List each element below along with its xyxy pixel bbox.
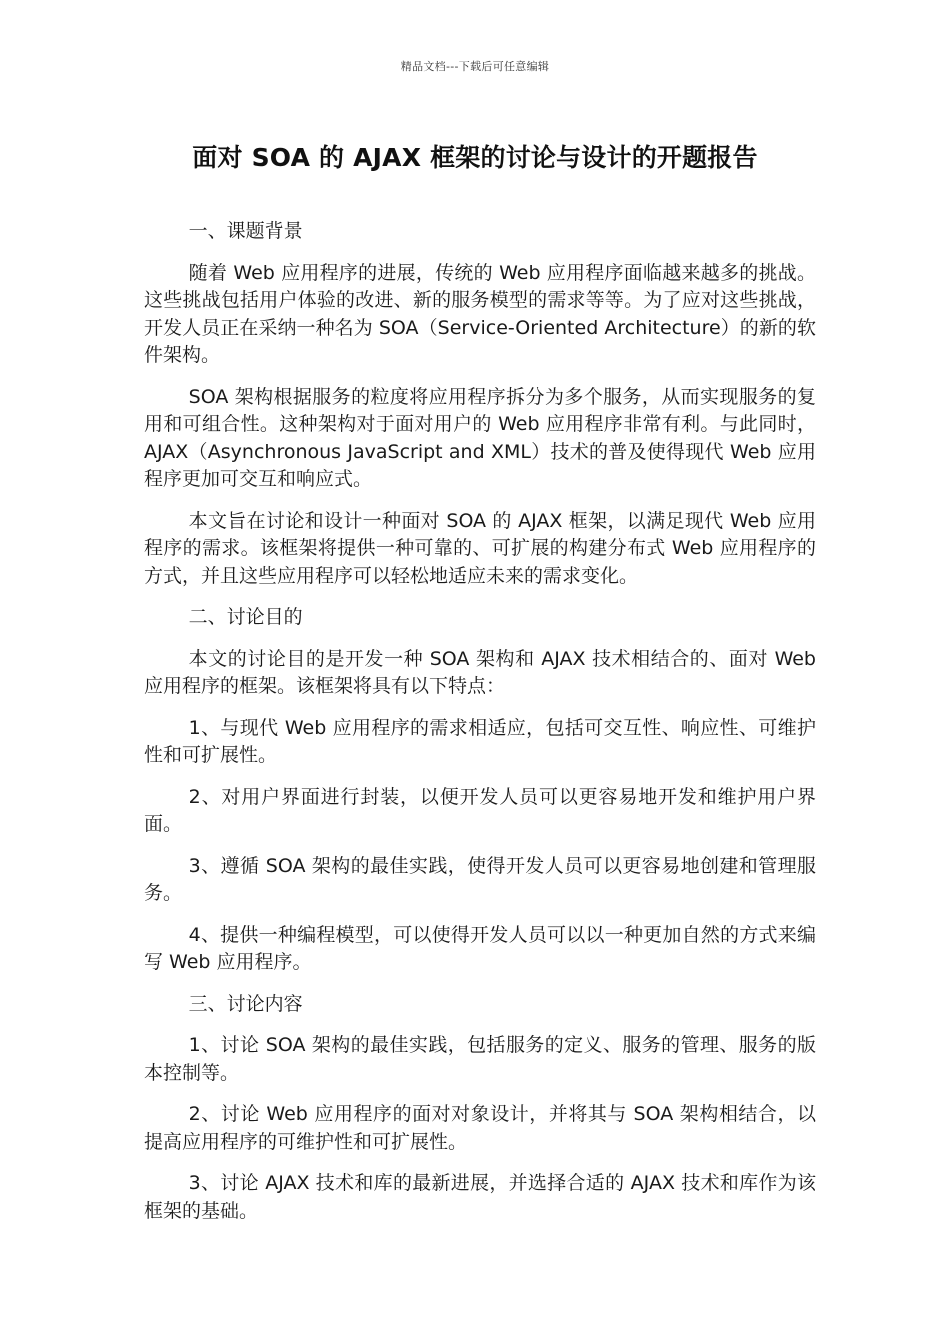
- list-item-content-2: 2、讨论 Web 应用程序的面对对象设计，并将其与 SOA 架构相结合，以提高应用程序的可维护性和可扩展性。: [144, 1103, 816, 1153]
- document-title: 面对 SOA 的 AJAX 框架的讨论与设计的开题报告: [192, 143, 758, 172]
- list-item-content-1: 1、讨论 SOA 架构的最佳实践，包括服务的定义、服务的管理、服务的版本控制等。: [144, 1034, 816, 1084]
- list-item-purpose-1: 1、与现代 Web 应用程序的需求相适应，包括可交互性、响应性、可维护性和可扩展性。: [144, 716, 816, 766]
- paragraph-background-1: 随着 Web 应用程序的进展，传统的 Web 应用程序面临越来越多的挑战。这些挑战包括用户体验的改进、新的服务模型的需求等等。为了应对这些挑战，开发人员正在采纳一种名为 SOA（Service-Oriented Architecture）的新的软件架构。: [144, 261, 816, 366]
- page-header: 精品文档---下载后可任意编辑: [400, 60, 550, 73]
- list-item-content-3: 3、讨论 AJAX 技术和库的最新进展，并选择合适的 AJAX 技术和库作为该框架的基础。: [144, 1172, 816, 1222]
- document-body: [144, 218, 816, 1239]
- section-heading-purpose: 二、讨论目的: [188, 606, 303, 628]
- list-item-purpose-4: 4、提供一种编程模型，可以使得开发人员可以以一种更加自然的方式来编写 Web 应用程序。: [144, 923, 816, 973]
- section-heading-background: 一、课题背景: [188, 220, 303, 242]
- list-item-purpose-2: 2、对用户界面进行封装，以便开发人员可以更容易地开发和维护用户界面。: [144, 785, 816, 835]
- section-heading-content: 三、讨论内容: [188, 992, 303, 1015]
- paragraph-background-3: 本文旨在讨论和设计一种面对 SOA 的 AJAX 框架，以满足现代 Web 应用程序的需求。该框架将提供一种可靠的、可扩展的构建分布式 Web 应用程序的方式，并且这些应用程序可以轻松地适应未来的需求变化。: [144, 509, 816, 587]
- paragraph-purpose-intro: 本文的讨论目的是开发一种 SOA 架构和 AJAX 技术相结合的、面对 Web 应用程序的框架。该框架将具有以下特点：: [144, 647, 816, 697]
- paragraph-background-2: SOA 架构根据服务的粒度将应用程序拆分为多个服务，从而实现服务的复用和可组合性。这种架构对于面对用户的 Web 应用程序非常有利。与此同时，AJAX（Asynchronous JavaScript and XML）技术的普及使得现代 Web 应用程序更加可交互和响应式。: [144, 385, 816, 490]
- list-item-purpose-3: 3、遵循 SOA 架构的最佳实践，使得开发人员可以更容易地创建和管理服务。: [144, 854, 816, 904]
